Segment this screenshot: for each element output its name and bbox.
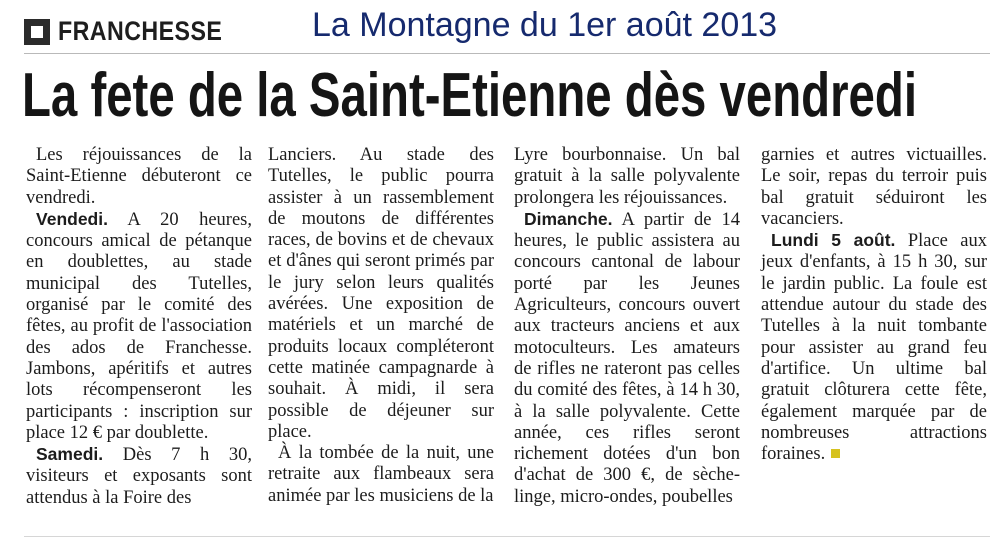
label-sunday: Dimanche. xyxy=(524,208,613,229)
text-sunday: A partir de 14 heures, le public assistera au concours cantonal de labour porté par les Jeunes Agriculteurs, concours ouvert aux tracteurs anciens et aux motoculteurs. Les amateurs de rifles ne rateront pas celles du comité des fêtes, à 14 h 30, à la salle polyvalente. Cette année, ces rifles seront richement dotées d'un bon d'achat de 300 €, de sèche-linge, micro-ondes, poubelles xyxy=(514,209,740,507)
label-friday: Vendedi. xyxy=(36,208,108,229)
bottom-rule xyxy=(24,536,990,537)
end-mark-icon xyxy=(831,449,840,458)
paragraph-monday xyxy=(761,230,987,465)
article-intro: Les réjouissances de la Saint-Etienne débuteront ce vendredi. xyxy=(26,145,252,208)
text-saturday: Dès 7 h 30, visiteurs et exposants sont attendus à la Foire des xyxy=(26,445,252,508)
text-friday: A 20 heures, concours amical de pétanque en doublettes, au stade municipal des Tutelles, organisé par le comité des fêtes, au profit de l'association des ados de Franchesse. Jambons, apéritifs et autres lots récompenseront les participants : inscription sur place 12 € par doublette. xyxy=(26,209,252,443)
article-column-4 xyxy=(761,145,987,465)
headline: La fete de la Saint-Etienne dès vendredi xyxy=(22,61,917,130)
paragraph-sunday-continued: garnies et autres victuailles. Le soir, repas du terroir puis bal gratuit séduiront les vacanciers. xyxy=(761,145,987,229)
paragraph-saturday-evening-continued: Lyre bourbonnaise. Un bal gratuit à la salle polyvalente prolongera les réjouissances. xyxy=(514,145,740,208)
article-column-3 xyxy=(514,145,740,508)
paragraph-friday xyxy=(26,209,252,444)
source-caption: La Montagne du 1er août 2013 xyxy=(312,6,778,44)
label-saturday: Samedi. xyxy=(36,444,104,465)
section-name: FRANCHESSE xyxy=(58,16,223,46)
article-column-1 xyxy=(26,145,252,509)
label-monday: Lundi 5 août. xyxy=(771,230,896,251)
paragraph-saturday-continued: Lanciers. Au stade des Tutelles, le public pourra assister à un rassemblement de moutons de différentes races, de bovins et de chevaux et d'ânes qui seront primés par le jury selon leurs qualités avérées. Une exposition de matériels et un marché de produits locaux compléteront cette matinée campagnarde à souhait. À midi, il sera possible de déjeuner sur place. xyxy=(268,145,494,442)
header-rule xyxy=(24,53,990,54)
text-monday: Place aux jeux d'enfants, à 15 h 30, sur le jardin public. La foule est attendue autour du stade des Tutelles à la nuit tombante pour assister au grand feu d'artifice. Un ultime bal gratuit clôturera cette fête, également marquée par de nombreuses attractions foraines. xyxy=(761,231,987,465)
section-square-icon xyxy=(24,19,50,45)
section-label xyxy=(24,16,249,47)
paragraph-saturday-evening: À la tombée de la nuit, une retraite aux flambeaux sera animée par les musiciens de la xyxy=(268,443,494,506)
article-column-2 xyxy=(268,145,494,507)
paragraph-sunday xyxy=(514,209,740,508)
paragraph-saturday xyxy=(26,444,252,509)
